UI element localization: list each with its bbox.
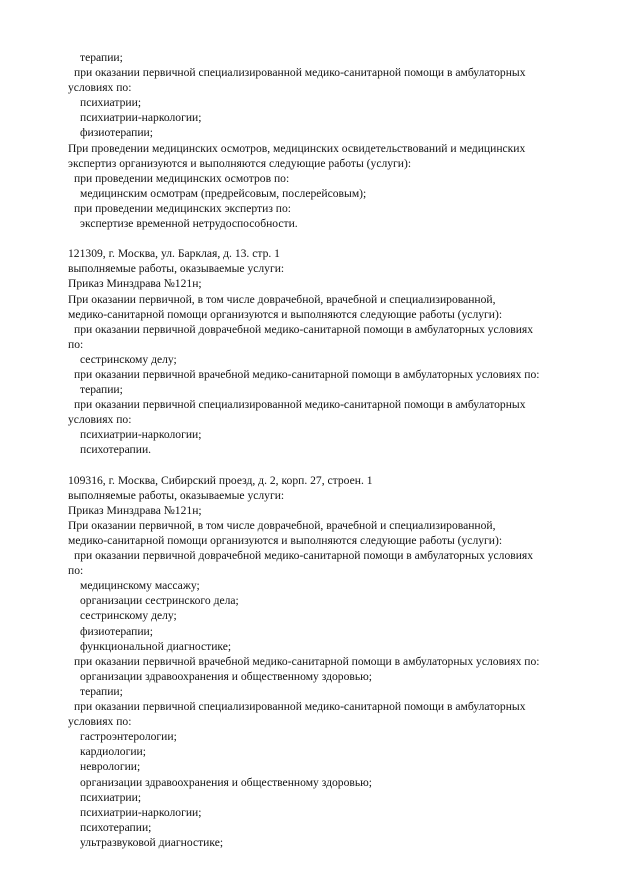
text-line: медико-санитарной помощи организуются и выполняются следующие работы (услуги): (68, 307, 503, 321)
blank-line (68, 458, 603, 473)
text-line: организации здравоохранения и общественному здоровью; (80, 775, 373, 789)
text-line: условиях по: (68, 81, 132, 95)
text-line: условиях по: (68, 715, 132, 729)
text-line: экспертизе временной нетрудоспособности. (80, 217, 298, 231)
text-line: медицинским осмотрам (предрейсовым, послерейсовым); (80, 186, 367, 200)
text-line: 121309, г. Москва, ул. Барклая, д. 13. стр. 1 (68, 247, 280, 261)
text-line: При оказании первичной, в том числе доврачебной, врачебной и специализированной, (68, 292, 496, 306)
text-line: физиотерапии; (80, 126, 153, 140)
text-line: физиотерапии; (80, 624, 153, 638)
text-line: по: (68, 337, 84, 351)
text-line: психиатрии-наркологии; (80, 805, 202, 819)
text-line: психиатрии-наркологии; (80, 111, 202, 125)
text-line: Приказ Минздрава №121н; (68, 503, 202, 517)
text-line: организации сестринского дела; (80, 594, 239, 608)
text-line: психиатрии; (80, 790, 142, 804)
text-line: при проведении медицинских экспертиз по: (74, 201, 292, 215)
text-line: психиатрии; (80, 96, 142, 110)
text-line: гастроэнтерологии; (80, 730, 177, 744)
text-line: При оказании первичной, в том числе доврачебной, врачебной и специализированной, (68, 518, 496, 532)
text-line: психиатрии-наркологии; (80, 428, 202, 442)
text-line: терапии; (80, 383, 123, 397)
text-line: Приказ Минздрава №121н; (68, 277, 202, 291)
text-line: психотерапии; (80, 820, 152, 834)
blank-line (68, 231, 603, 246)
text-line: 109316, г. Москва, Сибирский проезд, д. 2, корп. 27, строен. 1 (68, 473, 373, 487)
text-line: ультразвуковой диагностике; (80, 835, 224, 849)
document-text-body (68, 50, 603, 850)
text-line: при оказании первичной доврачебной медико-санитарной помощи в амбулаторных условиях (74, 549, 534, 563)
text-line: экспертиз организуются и выполняются следующие работы (услуги): (68, 156, 412, 170)
text-line: по: (68, 564, 84, 578)
text-line: при оказании первичной специализированной медико-санитарной помощи в амбулаторных (74, 700, 526, 714)
text-line: кардиологии; (80, 745, 146, 759)
text-line: сестринскому делу; (80, 352, 177, 366)
text-line: психотерапии. (80, 443, 152, 457)
text-line: организации здравоохранения и общественному здоровью; (80, 669, 373, 683)
text-line: при оказании первичной специализированной медико-санитарной помощи в амбулаторных (74, 398, 526, 412)
text-line: условиях по: (68, 413, 132, 427)
text-line: медицинскому массажу; (80, 579, 200, 593)
text-line: функциональной диагностике; (80, 639, 232, 653)
text-line: при оказании первичной доврачебной медико-санитарной помощи в амбулаторных условиях (74, 322, 534, 336)
text-line: выполняемые работы, оказываемые услуги: (68, 488, 285, 502)
text-line: терапии; (80, 684, 123, 698)
text-line: медико-санитарной помощи организуются и выполняются следующие работы (услуги): (68, 534, 503, 547)
text-line: при оказании первичной специализированной медико-санитарной помощи в амбулаторных (74, 66, 526, 80)
text-line: терапии; (80, 51, 123, 64)
text-line: сестринскому делу; (80, 609, 177, 623)
text-line: при оказании первичной врачебной медико-санитарной помощи в амбулаторных условиях по: (74, 367, 540, 381)
text-line: При проведении медицинских осмотров, медицинских освидетельствований и медицинских (68, 141, 526, 155)
text-line: при проведении медицинских осмотров по: (74, 171, 290, 185)
text-line: неврологии; (80, 760, 141, 774)
text-line: при оказании первичной врачебной медико-санитарной помощи в амбулаторных условиях по: (74, 654, 540, 668)
text-line: выполняемые работы, оказываемые услуги: (68, 262, 285, 276)
